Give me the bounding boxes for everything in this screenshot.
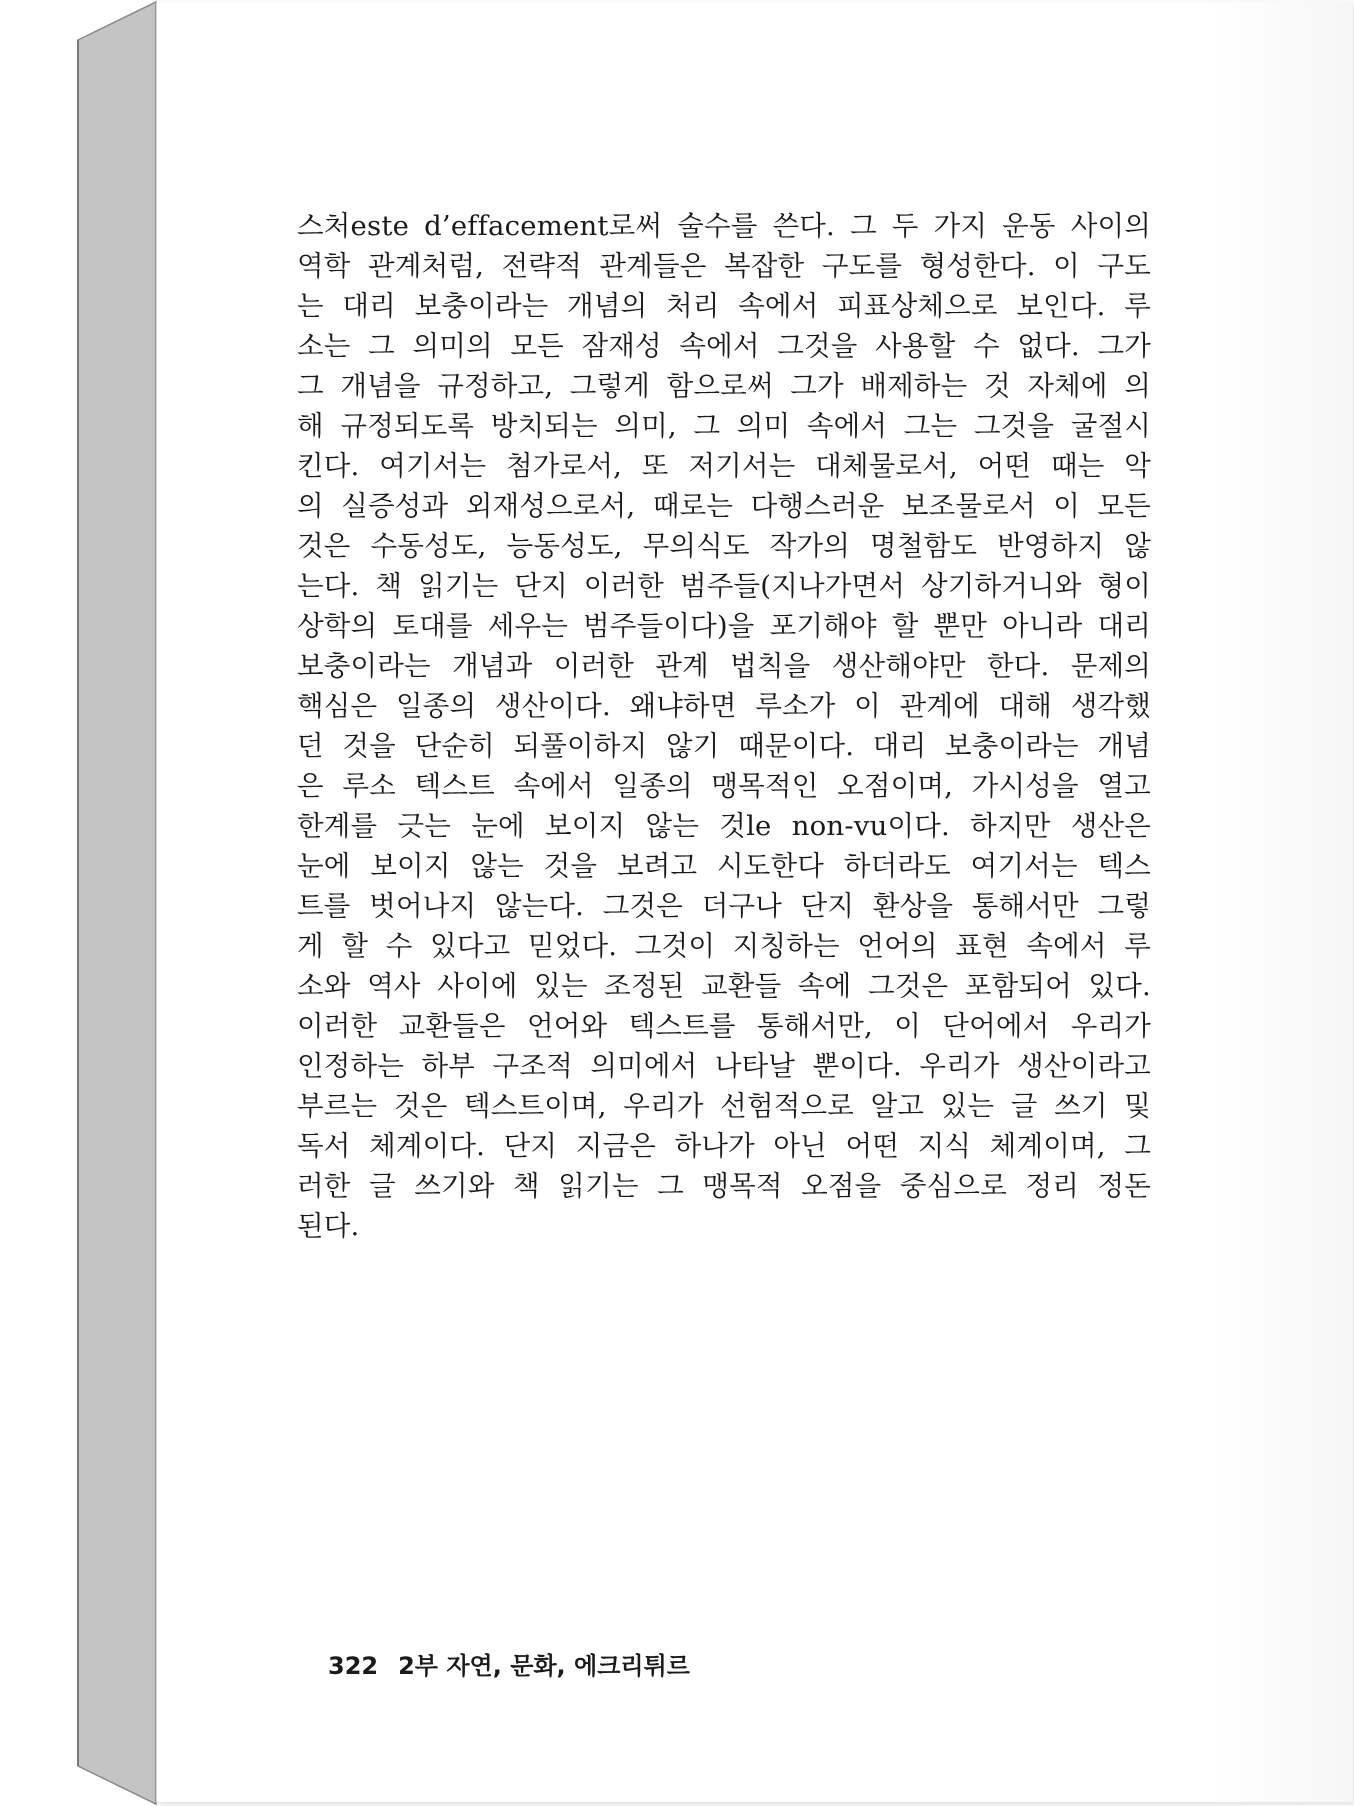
text-line: 보충이라는 개념과 이러한 관계 법칙을 생산해야만 한다. 문제의 xyxy=(297,650,1151,682)
text-line: 던 것을 단순히 되풀이하지 않기 때문이다. 대리 보충이라는 개념 xyxy=(297,730,1151,762)
text-line: 된다. xyxy=(297,1210,360,1242)
text-line: 독서 체계이다. 단지 지금은 하나가 아닌 어떤 지식 체계이며, 그 xyxy=(297,1130,1151,1162)
text-line: 인정하는 하부 구조적 의미에서 나타날 뿐이다. 우리가 생산이라고 xyxy=(297,1050,1151,1082)
text-line: 이러한 교환들은 언어와 텍스트를 통해서만, 이 단어에서 우리가 xyxy=(297,1010,1151,1042)
text-line: 의 실증성과 외재성으로서, 때로는 다행스러운 보조물로서 이 모든 xyxy=(297,490,1151,522)
text-line: 한계를 긋는 눈에 보이지 않는 것le non-vu이다. 하지만 생산은 xyxy=(297,810,1151,842)
text-line: 핵심은 일종의 생산이다. 왜냐하면 루소가 이 관계에 대해 생각했 xyxy=(297,690,1151,722)
text-line: 러한 글 쓰기와 책 읽기는 그 맹목적 오점을 중심으로 정리 정돈 xyxy=(297,1170,1151,1202)
text-line: 눈에 보이지 않는 것을 보려고 시도한다 하더라도 여기서는 텍스 xyxy=(297,850,1151,882)
running-title: 2부 자연, 문화, 에크리튀르 xyxy=(398,1652,690,1680)
page-number: 322 xyxy=(328,1652,379,1680)
text-line: 것은 수동성도, 능동성도, 무의식도 작가의 명철함도 반영하지 않 xyxy=(297,530,1151,562)
text-line: 부르는 것은 텍스트이며, 우리가 선험적으로 알고 있는 글 쓰기 및 xyxy=(297,1090,1151,1122)
text-line: 스처este d’effacement로써 술수를 쓴다. 그 두 가지 운동 사이의 xyxy=(297,210,1151,242)
text-line: 소는 그 의미의 모든 잠재성 속에서 그것을 사용할 수 없다. 그가 xyxy=(297,330,1151,362)
text-line: 는 대리 보충이라는 개념의 처리 속에서 피표상체으로 보인다. 루 xyxy=(297,290,1151,322)
page-footer xyxy=(328,1646,690,1681)
body-text xyxy=(297,206,1151,1246)
text-line: 트를 벗어나지 않는다. 그것은 더구나 단지 환상을 통해서만 그렇 xyxy=(297,890,1151,922)
text-line: 그 개념을 규정하고, 그렇게 함으로써 그가 배제하는 것 자체에 의 xyxy=(297,370,1151,402)
text-line: 역학 관계처럼, 전략적 관계들은 복잡한 구도를 형성한다. 이 구도 xyxy=(297,250,1151,282)
text-line: 은 루소 텍스트 속에서 일종의 맹목적인 오점이며, 가시성을 열고 xyxy=(297,770,1151,802)
text-line: 해 규정되도록 방치되는 의미, 그 의미 속에서 그는 그것을 굴절시 xyxy=(297,410,1151,442)
text-line: 게 할 수 있다고 믿었다. 그것이 지칭하는 언어의 표현 속에서 루 xyxy=(297,930,1151,962)
text-line: 는다. 책 읽기는 단지 이러한 범주들(지나가면서 상기하거니와 형이 xyxy=(297,570,1151,602)
text-line: 소와 역사 사이에 있는 조정된 교환들 속에 그것은 포함되어 있다. xyxy=(297,970,1151,1002)
text-line: 상학의 토대를 세우는 범주들이다)을 포기해야 할 뿐만 아니라 대리 xyxy=(297,610,1151,642)
text-line: 킨다. 여기서는 첨가로서, 또 저기서는 대체물로서, 어떤 때는 악 xyxy=(297,450,1151,482)
